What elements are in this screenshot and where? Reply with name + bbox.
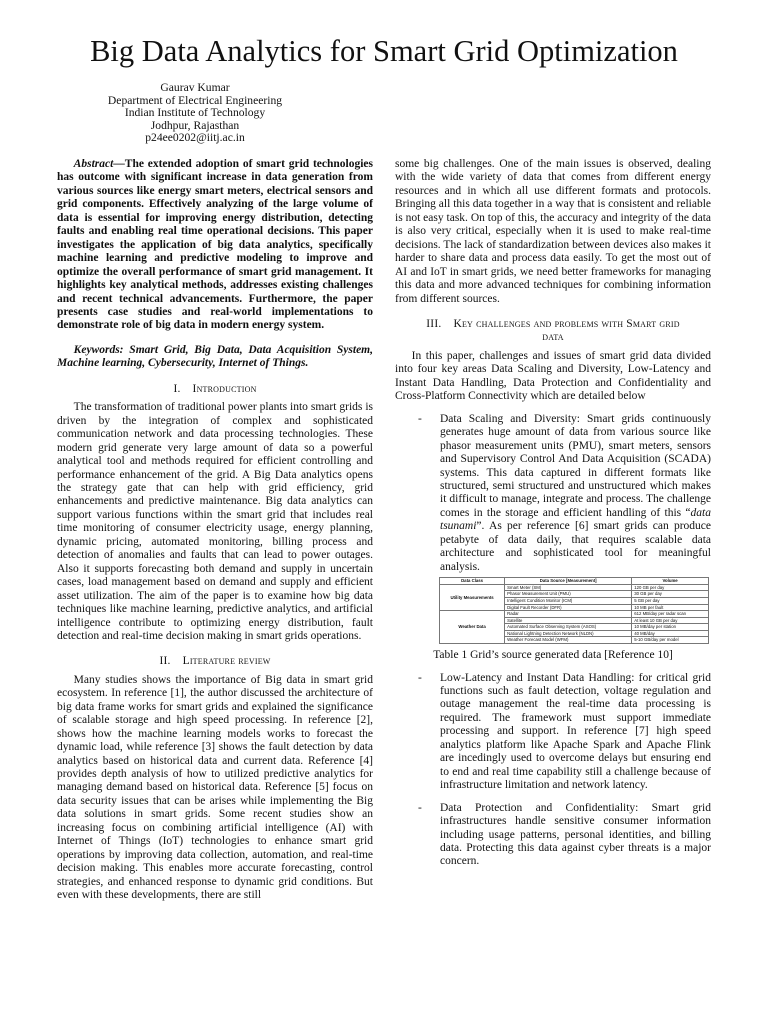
bullet-text: Data Protection and Confidentiality: Smart grid infrastructures handle sensitive consumer information including usage patterns, personal identities, and billing data. Protecting this data against cyber threats is a major concern. xyxy=(440,801,711,868)
right-column xyxy=(395,158,711,869)
table-cell: Phasor Measurement Unit (PMU) xyxy=(505,591,632,598)
table-cell: National Lightning Detection Network (NLDN) xyxy=(505,630,632,637)
table-class-cell: Weather Data xyxy=(440,611,505,644)
table-header: Data Class xyxy=(440,578,505,585)
data-volume-table xyxy=(439,577,709,644)
section-number: II. xyxy=(159,655,171,668)
section-title-line2: data xyxy=(542,331,564,344)
abstract-dash: — xyxy=(113,158,125,170)
bullet-text-end: ”. As per reference [6] smart grids can produce petabyte of data daily, that requires scalable data architecture and sophisticated tool for meaningful analysis. xyxy=(440,520,711,573)
author-location: Jodhpur, Rajasthan xyxy=(150,118,240,132)
author-institute: Indian Institute of Technology xyxy=(124,106,266,120)
section-heading-introduction xyxy=(57,383,373,396)
table-cell: Automated Surface Observing System (ASOS) xyxy=(505,624,632,631)
bullet-low-latency xyxy=(395,672,711,793)
bullet-dash: - xyxy=(418,412,422,425)
section-heading-literature xyxy=(57,655,373,668)
table-class-cell: Utility Measurements xyxy=(440,584,505,610)
table-caption: Table 1 Grid’s source generated data [Reference 10] xyxy=(433,649,673,662)
bullet-text: Data Scaling and Diversity: Smart grids continuously generates huge amount of data from various source like phasor measurement units (PMU), smart meters, sensors and Supervisory Control And Data Acquisition (SCADA) systems. This data captured in different formats like structured, semi structured and unstructured which makes it difficult to manage, integrate and process. The challenge comes in the storage and efficient handling of this “ xyxy=(440,412,711,519)
bullet-emphasis: data tsunami xyxy=(440,506,711,533)
paper-title: Big Data Analytics for Smart Grid Optimization xyxy=(90,34,678,68)
bullet-text: Low-Latency and Instant Data Handling: for critical grid functions such as fault detection, voltage regulation and outage management the real-time data processing is required. The framework must support immediate processing and support. In reference [7] high speed analytics platform like Apache Spark and Apache Flink are incedingly used to overcome delays but ensuring end to end and real time capability still a challenge because of infrastructure limitation and network latency. xyxy=(440,671,711,792)
table-header: Volume xyxy=(632,578,709,585)
table-cell: 10 MB per fault xyxy=(632,604,709,611)
bullet-dash: - xyxy=(418,671,422,684)
section-title: Key challenges and problems with Smart grid xyxy=(453,317,680,330)
table-row xyxy=(440,584,709,591)
abstract-text: The extended adoption of smart grid technologies has outcome with significant increase in data generation from various sources like energy smart meters, electrical sensors and grid components. Effectively analyzing of the large volume of data is essential for improving energy distribution, detecting faults and enabling real time operational decisions. This paper investigates the application of big data analytics, specifically machine learning and predictive modeling to improve and optimize the overall performance of smart grid management. It highlights key analytical methods, addresses existing challenges and recent technical advancements. Furthermore, the paper presents case studies and real-world implementations to demonstrate role of big data in modern energy system. xyxy=(57,158,373,332)
table-cell: 612 MB/day per radar scan xyxy=(632,611,709,618)
table-row xyxy=(440,611,709,618)
author-email: p24ee0202@iitj.ac.in xyxy=(145,131,245,145)
introduction-paragraph: The transformation of traditional power plants into smart grids is driven by the integration of complex and sophisticated communication network and data processing technologies. These modern grid generate very large amount of data so a powerful analytical tool and methods required for efficient controlling and performance enhancement of the grid. A Big Data analytics opens the strategy gate that can help with grid efficiency, grid enhancements and predictive maintenance. Big data analytics can support various functions within the smart grid that includes real time monitoring of consumer electricity usage, energy planning, dynamic pricing, automated monitoring, billing process and detection of anomalies and faults that can lead to power outages. Also it supports forecasting both demand and supply in uncertain cases, load management based on demand and supply and efficient asset utilization. The aim of the paper is to examine how big data techniques like machine learning, predictive analytics, and artificial intelligence contribute to optimizing energy distribution, fault detection and real-time decision making in smart grids operations. xyxy=(57,401,373,642)
abstract xyxy=(57,158,373,333)
author-name: Gaurav Kumar xyxy=(160,81,230,94)
left-column xyxy=(57,158,373,903)
table-cell: Smart Meter (SM) xyxy=(505,584,632,591)
author-block xyxy=(40,82,350,145)
table-cell: 40 MB/day xyxy=(632,630,709,637)
table-cell: 10 MB/day per station xyxy=(632,624,709,631)
abstract-label: Abstract xyxy=(73,158,114,170)
section-title: Literature review xyxy=(182,655,271,668)
table-cell: 30 GB per day xyxy=(632,591,709,598)
table-cell: 5-10 GB/day per model xyxy=(632,637,709,644)
table-cell: 120 GB per day xyxy=(632,584,709,591)
challenges-intro: In this paper, challenges and issues of smart grid data divided into four key areas Data Scaling and Diversity, Low-Latency and Instant Data Handling, Data Protection and Confidentiality and Cross-Platform Connectivity which are detailed below xyxy=(395,349,711,403)
bullet-data-scaling xyxy=(395,413,711,574)
table-cell: 5 GB per day xyxy=(632,597,709,604)
section-number: I. xyxy=(173,382,181,395)
table-cell: At least 10 GB per day xyxy=(632,617,709,624)
table-cell: Intelligent Condition Monitor (ICM) xyxy=(505,597,632,604)
table-cell: Radar xyxy=(505,611,632,618)
table-header: Data Source [Measurement] xyxy=(505,578,632,585)
literature-continuation: some big challenges. One of the main issues is observed, dealing with the wide variety of data that comes from different energy resources and in which all use different formats and protocols. Bringing all this data together in a way that is consistent and reliable is not easy task. On top of this, the accuracy and integrity of the data is also very critical, especially when it is used to make real-time decisions. The lack of standardization between devices also makes it harder to share data and process data easily. To get the most out of AI and IoT in smart grids, we need better frameworks for managing this data and more advanced techniques for combining information from different sources. xyxy=(395,158,711,305)
literature-paragraph: Many studies shows the importance of Big data in smart grid ecosystem. In reference [1], the author discussed the architecture of big data frame works for smart grids and explained the significance of scalable storage and high speed processing. In reference [2], shows how the machine learning models works to forecast the dynamic load, while reference [3] shows the fault detection by data analytics based on historical data and current data. Reference [4] provides depth analysis of how to utilized predictive analytics for managing demand based on historical data. Reference [5] focus on data security issues that can be arises while implementing the Big data solutions in smart grids. Some recent studies show an increasing focus on combining artificial intelligence (AI) with Internet of Things (IoT) technologies to enhance smart grid operations by improving data collection, automation, and real-time decision making. This enables more accurate forecasting, control strategies, and enhanced response to dynamic grid conditions. But even with these developments, there are still xyxy=(57,673,373,902)
author-department: Department of Electrical Engineering xyxy=(107,93,283,107)
section-heading-challenges xyxy=(395,318,711,345)
table-cell: Weather Forecast Model (WFM) xyxy=(505,637,632,644)
bullet-data-protection xyxy=(395,802,711,869)
table-cell: Digital Fault Recorder (DFR) xyxy=(505,604,632,611)
table-cell: Satellite xyxy=(505,617,632,624)
section-title: Introduction xyxy=(192,382,257,395)
section-number: III. xyxy=(426,317,442,330)
keywords: Keywords: Smart Grid, Big Data, Data Acquisition System, Machine learning, Cybersecurity, Internet of Things. xyxy=(57,343,373,370)
bullet-dash: - xyxy=(418,801,422,814)
